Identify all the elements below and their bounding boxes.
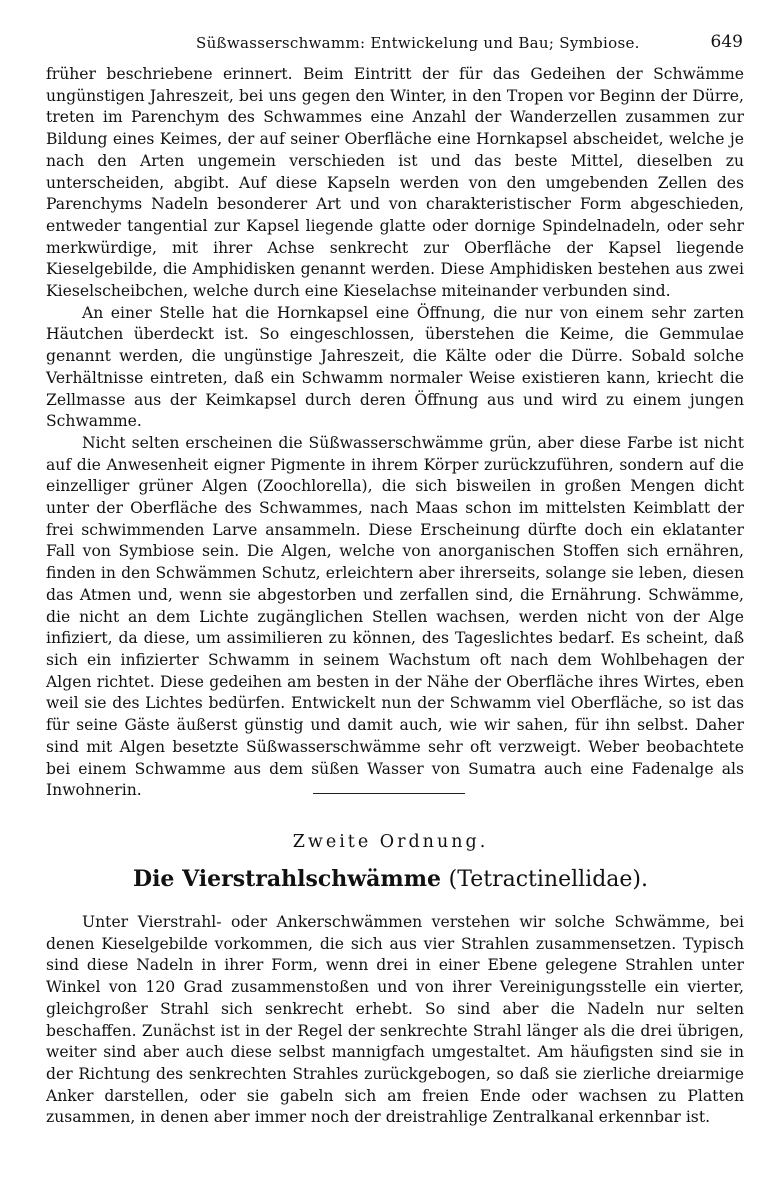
section-title-latin: (Tetractinellidae). bbox=[448, 867, 648, 892]
section-divider bbox=[313, 793, 465, 794]
body-text-top bbox=[46, 64, 744, 802]
paragraph-gemmulae-formation: früher beschriebene erinnert. Beim Eintritt der für das Gedeihen der Schwämme ungünstigen Jahreszeit, bei uns gegen den Winter, in den Tropen vor Beginn der Dürre, treten im Parenchym des Schwammes eine Anzahl der Wanderzellen zusammen zur Bildung eines Keimes, der auf seiner Oberfläche eine Hornkapsel abscheidet, welche je nach den Arten ungemein verschieden ist und das beste Mittel, dieselben zu unterscheiden, abgibt. Auf diese Kapseln werden von den umgebenden Zellen des Parenchyms Nadeln besonderer Art und von charakteristischer Form abgeschieden, entweder tangential zur Kapsel liegende glatte oder dornige Spindelnadeln, oder sehr merkwürdige, mit ihrer Achse senkrecht zur Oberfläche der Kapsel liegende Kieselgebilde, die Amphidisken genannt werden. Diese Amphidisken bestehen aus zwei Kieselscheibchen, welche durch eine Kieselachse miteinander verbunden sind. bbox=[46, 65, 744, 301]
running-title: Süßwasserschwamm: Entwickelung und Bau; Symbiose. bbox=[196, 34, 640, 52]
body-text-bottom bbox=[46, 912, 744, 1129]
paragraph-hornkapsel-opening: An einer Stelle hat die Hornkapsel eine Öffnung, die nur von einem sehr zarten Häutchen überdeckt ist. So eingeschlossen, überstehen die Keime, die Gemmulae genannt werden, die ungünstige Jahreszeit, die Kälte oder die Dürre. Sobald solche Verhältnisse eintreten, daß ein Schwamm normaler Weise existieren kann, kriecht die Zellmasse aus der Keimkapsel durch deren Öffnung aus und wird zu einem jungen Schwamme. bbox=[46, 303, 744, 431]
page-number: 649 bbox=[710, 32, 743, 52]
paragraph-symbiose: Nicht selten erscheinen die Süßwasserschwämme grün, aber diese Farbe ist nicht auf die Anwesenheit eigner Pigmente in ihrem Körper zurückzuführen, sondern auf die einzelliger grüner Algen (Zoochlorella), die sich bisweilen in großen Mengen dicht unter der Oberfläche des Schwammes, nach Maas schon im mittelsten Keimblatt der frei schwimmenden Larve ansammeln. Diese Erscheinung dürfte doch ein eklatanter Fall von Symbiose sein. Die Algen, welche von anorganischen Stoffen sich ernähren, finden in den Schwämmen Schutz, erleichtern aber ihrerseits, solange sie leben, diesen das Atmen und, wenn sie abgestorben und zerfallen sind, die Ernährung. Schwämme, die nicht an dem Lichte zugänglichen Stellen wachsen, werden nicht von der Alge infiziert, da diese, um assimilieren zu können, des Tageslichtes bedarf. Es scheint, daß sich ein infizierter Schwamm in seinem Wachstum oft nach dem Wohlbehagen der Algen richtet. Diese gedeihen am besten in der Nähe der Oberfläche ihres Wirtes, eben weil sie des Lichtes bedürfen. Entwickelt nun der Schwamm viel Oberfläche, so ist das für seine Gäste äußerst günstig und damit auch, wie wir sahen, für ihn selbst. Daher sind mit Algen besetzte Süßwasserschwämme sehr oft verzweigt. Weber beobachtete bei einem Schwamme aus dem süßen Wasser von Sumatra auch eine Fadenalge als Inwohnerin. bbox=[46, 433, 744, 800]
section-title-german: Die Vierstrahlschwämme bbox=[132, 866, 441, 892]
order-heading: Zweite Ordnung. bbox=[292, 832, 489, 852]
paragraph-vierstrahl-definition: Unter Vierstrahl- oder Ankerschwämmen verstehen wir solche Schwämme, bei denen Kieselgebilde vorkommen, die sich aus vier Strahlen zusammensetzen. Typisch sind diese Nadeln in ihrer Form, wenn drei in einer Ebene gelegene Strahlen unter Winkel von 120 Grad zusammenstoßen und von ihrer Vereinigungsstelle ein vierter, gleichgroßer Strahl sich senkrecht erhebt. So sind aber die Nadeln nur selten beschaffen. Zunächst ist in der Regel der senkrechte Strahl länger als die drei übrigen, weiter sind aber auch diese selbst mannigfach umgestaltet. Am häufigsten sind sie in der Richtung des senkrechten Strahles zurückgebogen, so daß sie zierliche dreiarmige Anker darstellen, oder sie gabeln sich am freien Ende oder wachsen zu Platten zusammen, in denen aber immer noch der dreistrahlige Zentralkanal erkennbar ist. bbox=[46, 913, 744, 1127]
page-header bbox=[46, 30, 743, 56]
section-title bbox=[0, 866, 781, 892]
